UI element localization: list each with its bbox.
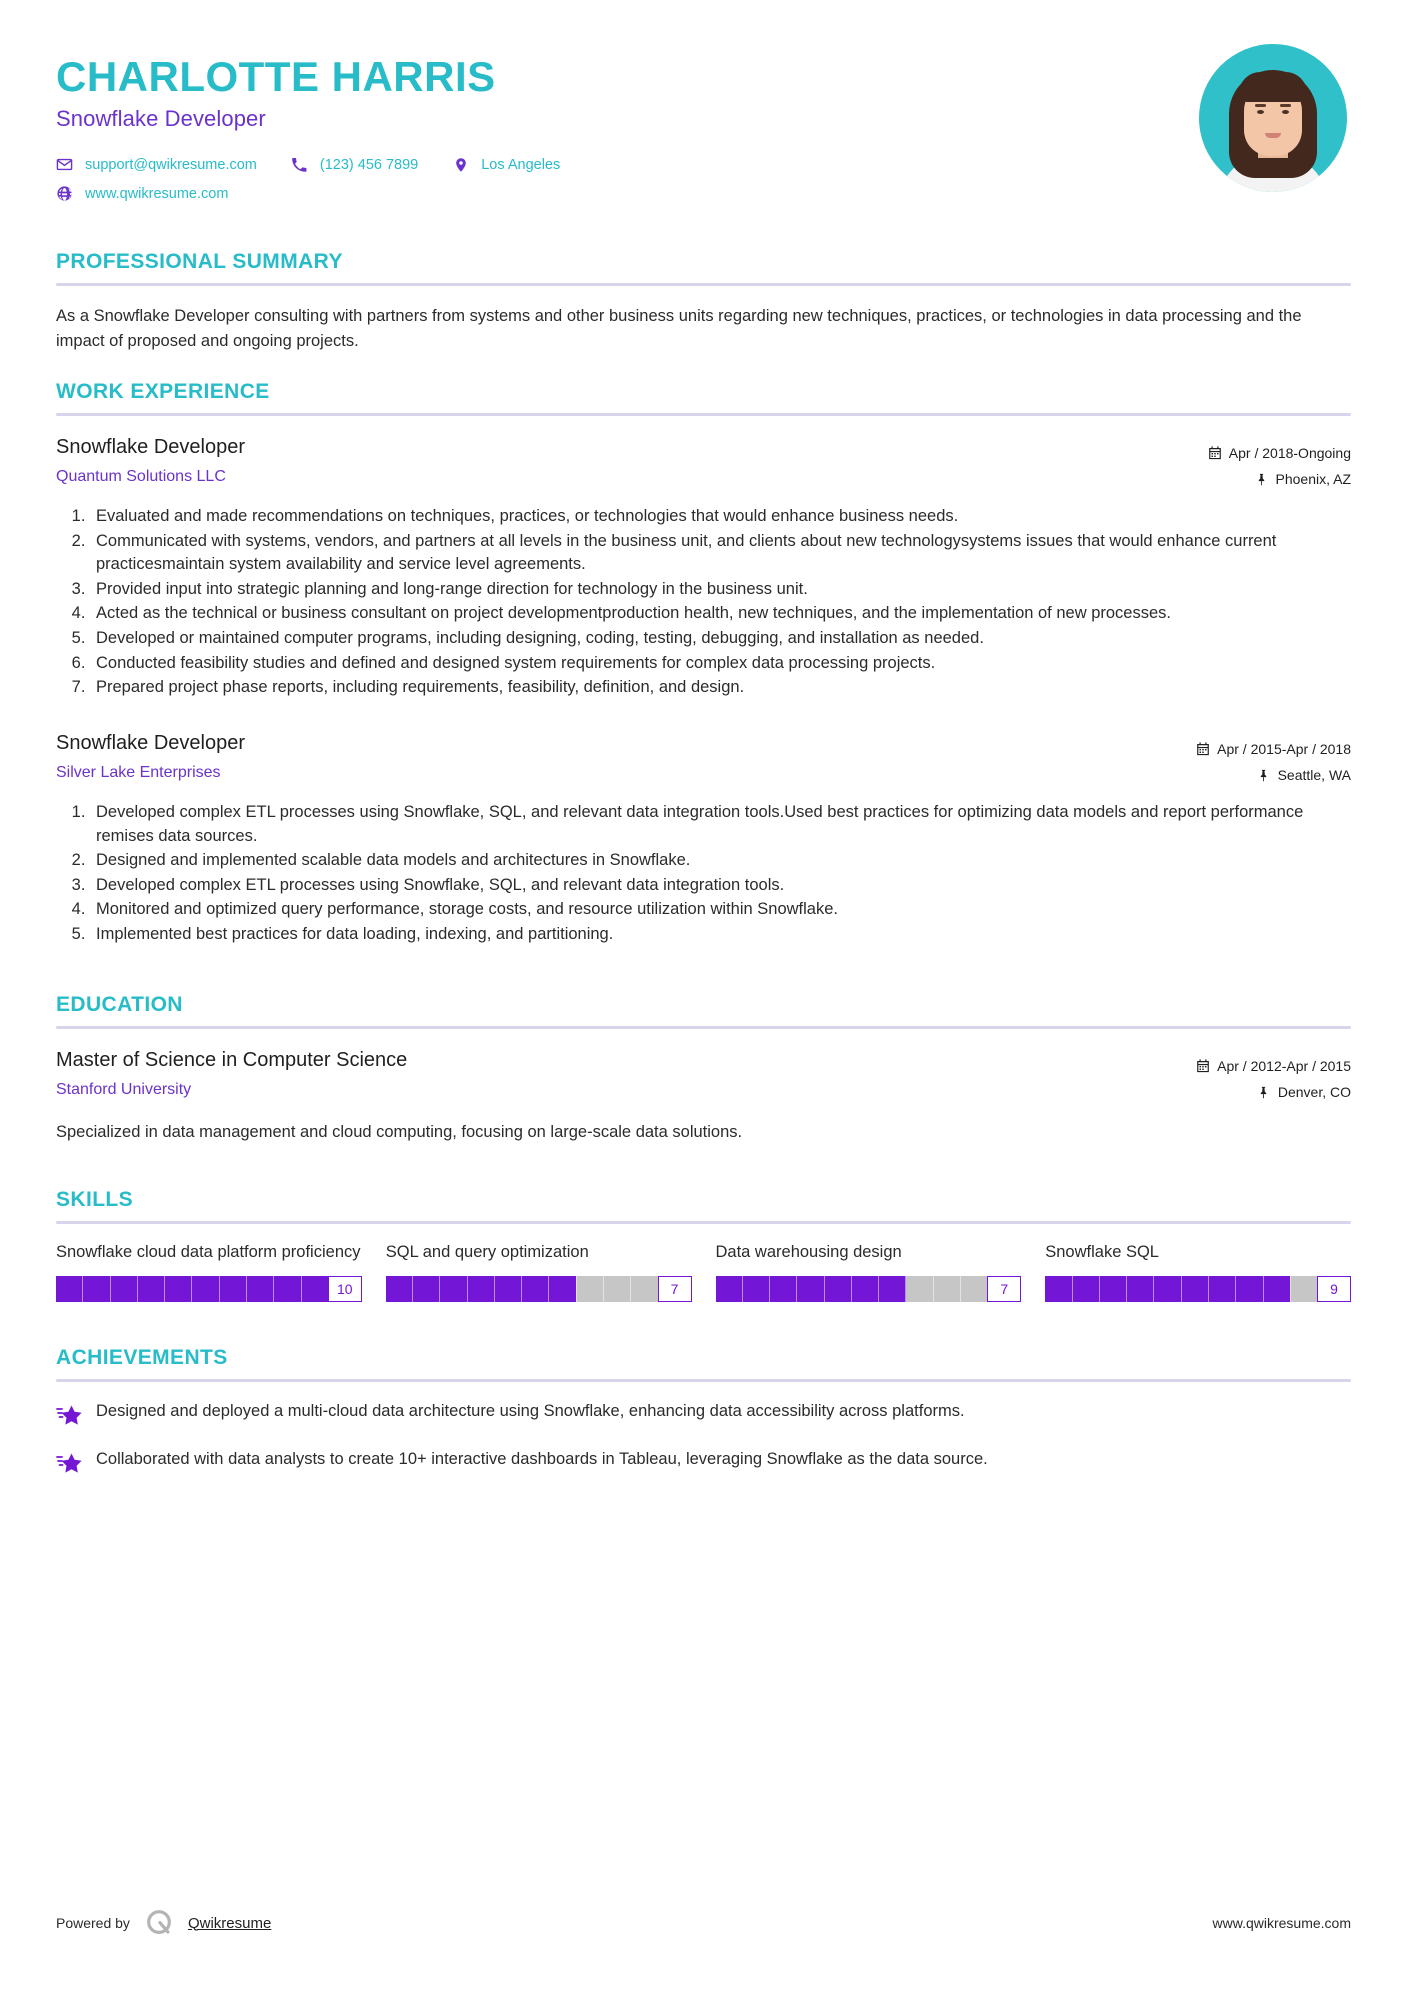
contact-phone-text: (123) 456 7899	[319, 156, 419, 173]
page-title: CHARLOTTE HARRIS	[56, 53, 496, 100]
work-entry-header	[56, 434, 1351, 493]
list-item: 7. Prepared project phase reports, including requirements, feasibility, definition, and design.	[90, 676, 1320, 700]
work-location	[1208, 466, 1351, 493]
skill-rating-bar	[56, 1276, 362, 1302]
skill-track	[716, 1276, 988, 1302]
calendar-icon	[1196, 742, 1210, 756]
list-item: 5. Implemented best practices for data loading, indexing, and partitioning.	[90, 923, 1320, 947]
section-achievements	[56, 1346, 1351, 1476]
work-dates-text: Apr / 2018-Ongoing	[1228, 444, 1351, 461]
work-location-text: Phoenix, AZ	[1275, 471, 1351, 488]
work-dates	[1208, 440, 1351, 467]
globe-icon	[56, 185, 73, 202]
avatar-brow-right	[1280, 104, 1291, 107]
work-entry-identity	[56, 434, 1208, 486]
skill-tick-marks	[1045, 1276, 1317, 1302]
list-item: 3. Developed complex ETL processes using Snowflake, SQL, and relevant data integration tools.	[90, 874, 1320, 898]
skill-rating-bar	[716, 1276, 1022, 1302]
summary-text: As a Snowflake Developer consulting with partners from systems and other business units regarding new techniques, practices, or technologies in data processing and the impact of proposed and ongoing projects.	[56, 307, 1302, 351]
skill-value: 7	[658, 1276, 692, 1302]
skill-item	[1045, 1242, 1351, 1302]
education-location	[1196, 1079, 1351, 1106]
avatar-hair-front	[1239, 72, 1307, 102]
section-title-achievements: ACHIEVEMENTS	[56, 1346, 228, 1370]
list-item: 2. Communicated with systems, vendors, and partners at all levels in the business unit, and clients about new technologysystems issues that would enhance current practicesmaintain system availability and service level agreements.	[90, 530, 1320, 577]
education-entry-meta	[1196, 1047, 1351, 1106]
contact-location-text: Los Angeles	[481, 156, 561, 173]
contact-website[interactable]	[56, 185, 228, 202]
work-company-name: Silver Lake Enterprises	[56, 763, 221, 781]
section-skills	[56, 1188, 1351, 1302]
work-entry	[56, 434, 1351, 700]
pushpin-icon	[1257, 1085, 1271, 1099]
contact-website-text: www.qwikresume.com	[85, 185, 229, 202]
skill-item	[56, 1242, 362, 1302]
list-item: 1. Developed complex ETL processes using Snowflake, SQL, and relevant data integration tools.Used best practices for optimizing data models and report performance remises data sources.	[90, 801, 1320, 848]
work-bullet-list	[56, 801, 1351, 947]
work-entry-header	[56, 730, 1351, 789]
calendar-icon	[1196, 1059, 1210, 1073]
education-body	[56, 1047, 1351, 1145]
work-entry-meta	[1196, 730, 1351, 789]
list-item: 4. Acted as the technical or business consultant on project developmentproduction health, new techniques, and the implementation of new processes.	[90, 602, 1320, 626]
skill-tick-marks	[56, 1276, 328, 1302]
work-role-title: Snowflake Developer	[56, 435, 245, 458]
avatar	[1199, 44, 1347, 192]
list-item: 3. Provided input into strategic planning and long-range direction for technology in the business unit.	[90, 578, 1320, 602]
work-location	[1196, 762, 1351, 789]
avatar-brow-left	[1255, 104, 1266, 107]
list-item: 1. Evaluated and made recommendations on techniques, practices, or technologies that would enhance business needs.	[90, 505, 1320, 529]
work-role-title: Snowflake Developer	[56, 731, 245, 754]
contact-info	[56, 156, 1199, 202]
section-education	[56, 993, 1351, 1145]
skills-body	[56, 1242, 1351, 1302]
work-entry	[56, 730, 1351, 947]
pushpin-icon	[1255, 473, 1269, 487]
powered-by-label: Powered by	[56, 1915, 130, 1931]
skill-track	[386, 1276, 658, 1302]
skill-item	[716, 1242, 1022, 1302]
achievement-item	[56, 1448, 1351, 1476]
qwikresume-brand-link[interactable]: Qwikresume	[187, 1914, 272, 1932]
job-title: Snowflake Developer	[56, 106, 266, 132]
contact-phone[interactable]	[291, 156, 418, 173]
skill-value: 10	[328, 1276, 362, 1302]
list-item: 2. Designed and implemented scalable data models and architectures in Snowflake.	[90, 849, 1320, 873]
skill-item	[386, 1242, 692, 1302]
section-divider	[56, 1026, 1351, 1029]
education-school: Stanford University	[56, 1080, 192, 1098]
summary-body	[56, 304, 1351, 354]
resume-header	[56, 44, 1351, 224]
work-entry-identity	[56, 730, 1196, 782]
achievement-text: Designed and deployed a multi-cloud data architecture using Snowflake, enhancing data accessibility across platforms.	[96, 1402, 965, 1421]
work-dates-text: Apr / 2015-Apr / 2018	[1217, 740, 1351, 757]
avatar-eye-right	[1282, 110, 1289, 114]
skill-name: Data warehousing design	[715, 1243, 902, 1262]
footer-url[interactable]: www.qwikresume.com	[1212, 1915, 1351, 1931]
education-dates-text: Apr / 2012-Apr / 2015	[1217, 1057, 1351, 1074]
list-item: 6. Conducted feasibility studies and defined and designed system requirements for complex data processing projects.	[90, 652, 1320, 676]
education-description: Specialized in data management and cloud computing, focusing on large-scale data solutions.	[56, 1122, 743, 1141]
education-dates	[1196, 1053, 1351, 1080]
powered-by-block	[56, 1908, 271, 1938]
section-title-education: EDUCATION	[56, 992, 183, 1016]
avatar-mouth	[1265, 133, 1281, 138]
skill-name: SQL and query optimization	[385, 1243, 589, 1262]
shooting-star-icon	[56, 1402, 82, 1428]
header-text-block	[56, 44, 1199, 214]
skill-name: Snowflake SQL	[1045, 1243, 1159, 1262]
skill-rating-bar	[1045, 1276, 1351, 1302]
contact-location	[452, 156, 560, 173]
contact-row-primary	[56, 156, 1199, 173]
contact-row-secondary	[56, 185, 1199, 202]
page-footer	[56, 1908, 1351, 1938]
section-professional-summary	[56, 250, 1351, 354]
list-item: 5. Developed or maintained computer programs, including designing, coding, testing, debugging, and installation as needed.	[90, 627, 1320, 651]
work-entry-meta	[1208, 434, 1351, 493]
section-divider	[56, 283, 1351, 286]
location-pin-icon	[452, 156, 469, 173]
education-entry	[56, 1047, 1351, 1145]
work-company-name: Quantum Solutions LLC	[56, 467, 226, 485]
avatar-eye-left	[1257, 110, 1264, 114]
skill-track	[1045, 1276, 1317, 1302]
list-item: 4. Monitored and optimized query performance, storage costs, and resource utilization within Snowflake.	[90, 898, 1320, 922]
education-entry-identity	[56, 1047, 1196, 1099]
calendar-icon	[1208, 446, 1222, 460]
achievements-body	[56, 1400, 1351, 1476]
skill-tick-marks	[386, 1276, 658, 1302]
skills-grid	[56, 1242, 1351, 1302]
shooting-star-icon	[56, 1450, 82, 1476]
pushpin-icon	[1257, 769, 1271, 783]
section-divider	[56, 1379, 1351, 1382]
skill-name: Snowflake cloud data platform proficiency	[56, 1243, 361, 1262]
section-title-work: WORK EXPERIENCE	[56, 379, 270, 403]
work-dates	[1196, 736, 1351, 763]
skill-track	[56, 1276, 328, 1302]
section-title-summary: PROFESSIONAL SUMMARY	[56, 250, 343, 274]
skill-value: 7	[987, 1276, 1021, 1302]
section-divider	[56, 1221, 1351, 1224]
section-title-skills: SKILLS	[56, 1188, 134, 1212]
section-work-experience	[56, 380, 1351, 947]
skill-value: 9	[1317, 1276, 1351, 1302]
education-entry-header	[56, 1047, 1351, 1106]
achievement-item	[56, 1400, 1351, 1428]
education-location-text: Denver, CO	[1277, 1084, 1351, 1101]
achievement-text: Collaborated with data analysts to create 10+ interactive dashboards in Tableau, leveraging Snowflake as the data source.	[96, 1450, 988, 1469]
work-bullet-list	[56, 505, 1351, 700]
work-location-text: Seattle, WA	[1277, 767, 1351, 784]
skill-tick-marks	[716, 1276, 988, 1302]
skill-rating-bar	[386, 1276, 692, 1302]
work-body	[56, 434, 1351, 947]
section-divider	[56, 413, 1351, 416]
contact-email[interactable]	[56, 156, 257, 173]
qwikresume-q-logo-icon	[144, 1908, 174, 1938]
envelope-icon	[56, 156, 73, 173]
phone-icon	[291, 156, 308, 173]
education-degree: Master of Science in Computer Science	[56, 1048, 408, 1071]
contact-email-text: support@qwikresume.com	[85, 156, 257, 173]
